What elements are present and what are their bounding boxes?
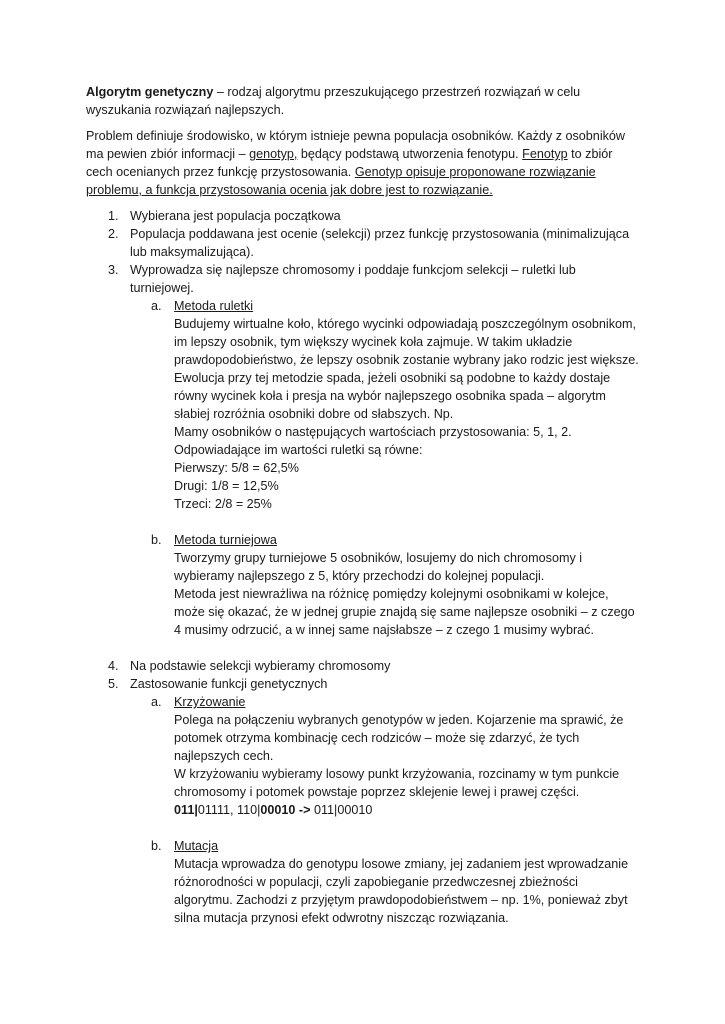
mutation-method [86, 837, 639, 927]
step-2 [86, 225, 639, 261]
step-text: Populacja poddawana jest ocenie (selekcji) przez funkcję przystosowania (minimalizująca lub maksymalizująca). [130, 227, 630, 259]
problem-text-2: będący podstawą utworzenia fenotypu. [297, 147, 523, 161]
spacer [174, 819, 639, 837]
step-1 [86, 207, 639, 225]
fenotyp-term: Fenotyp [522, 147, 568, 161]
roulette-title: Metoda ruletki [174, 299, 254, 313]
roulette-p4: Odpowiadające im wartości ruletki są równe: [174, 443, 423, 457]
crossover-example-part-a: 011| [174, 803, 198, 817]
crossover-example-part-b: 01111, 110| [197, 803, 261, 817]
crossover-p1: Polega na połączeniu wybranych genotypów w jeden. Kojarzenie ma sprawić, że potomek otrzyma kombinację cech rodziców – może się zdarzyć, że tych najlepszych cech. [174, 713, 624, 763]
roulette-p2: Ewolucja przy tej metodzie spada, jeżeli osobniki są podobne to każdy dostaje równy wycinek koła i presja na wybór najlepszego osobnika spada – algorytm słabiej rozróżnia osobniki dobre od słabszych. Np. [174, 371, 611, 421]
problem-text-3: to zbiór cech ocenianych przez funkcję przystosowania. [86, 147, 613, 179]
step-number: 5. [108, 677, 119, 691]
mutation-title: Mutacja [174, 839, 219, 853]
step-5 [86, 675, 639, 927]
intro-term: Algorytm genetyczny [86, 85, 214, 99]
step-number: 3. [108, 263, 119, 277]
problem-text-1: Problem definiuje środowisko, w którym istnieje pewna populacja osobników. Każdy z osobników ma pewien zbiór informacji – [86, 129, 626, 161]
step-3 [86, 261, 639, 657]
tournament-p1: Tworzymy grupy turniejowe 5 osobników, losujemy do nich chromosomy i wybieramy najlepszego z 5, który przechodzi do kolejnej populacji. [174, 551, 583, 583]
roulette-method [86, 297, 639, 531]
step-text: Zastosowanie funkcji genetycznych [130, 677, 328, 691]
tournament-title: Metoda turniejowa [174, 533, 277, 547]
step-text: Na podstawie selekcji wybieramy chromosomy [130, 659, 391, 673]
crossover-example [174, 801, 639, 819]
roulette-p1: Budujemy wirtualne koło, którego wycinki odpowiadają poszczególnym osobnikom, im lepszy osobnik, tym większy wycinek koła zajmuje. W takim układzie prawdopodobieństwo, że lepszy osobnik zostanie wybrany jako rodzic jest większe. [174, 317, 639, 367]
problem-underlined-conclusion: Genotyp opisuje proponowane rozwiązanie problemu, a funkcja przystosowania ocenia jak dobre jest to rozwiązanie. [86, 165, 596, 197]
crossover-method [86, 693, 639, 837]
step-text: Wyprowadza się najlepsze chromosomy i poddaje funkcjom selekcji – ruletki lub turniejowej. [130, 263, 576, 295]
intro-paragraph [86, 83, 639, 119]
selection-methods-list [130, 297, 639, 657]
roulette-result-2: Drugi: 1/8 = 12,5% [174, 479, 279, 493]
sub-letter: b. [151, 839, 162, 853]
crossover-example-part-c: 00010 -> [260, 803, 311, 817]
genotyp-term: genotyp, [249, 147, 298, 161]
step-number: 2. [108, 227, 119, 241]
tournament-method [86, 531, 639, 657]
problem-paragraph [86, 127, 639, 199]
sub-letter: a. [151, 299, 162, 313]
roulette-result-3: Trzeci: 2/8 = 25% [174, 497, 272, 511]
crossover-p2: W krzyżowaniu wybieramy losowy punkt krzyżowania, rozcinamy w tym punkcie chromosomy i potomek powstaje poprzez sklejenie lewej i prawej części. [174, 767, 620, 799]
spacer [174, 639, 639, 657]
intro-definition: – rodzaj algorytmu przeszukującego przestrzeń rozwiązań w celu wyszukania rozwiązań najlepszych. [86, 85, 581, 117]
tournament-p2: Metoda jest niewrażliwa na różnicę pomiędzy kolejnymi osobnikami w kolejce, może się okazać, że w jednej grupie znajdą się same najlepsze osobniki – z czego 4 musimy odrzucić, a w innej same najsłabsze – z czego 1 musimy wybrać. [174, 587, 635, 637]
roulette-result-1: Pierwszy: 5/8 = 62,5% [174, 461, 299, 475]
sub-letter: a. [151, 695, 162, 709]
mutation-p1: Mutacja wprowadza do genotypu losowe zmiany, jej zadaniem jest wprowadzanie różnorodności w populacji, czyli zapobieganie przedwczesnej zbieżności algorytmu. Zachodzi z przyjętym prawdopodobieństwem – np. 1%, ponieważ zbyt silna mutacja przynosi efekt odwrotny niszcząc rozwiązania. [174, 857, 629, 925]
roulette-p3: Mamy osobników o następujących wartościach przystosowania: 5, 1, 2. [174, 425, 572, 439]
genetic-functions-list [130, 693, 639, 927]
steps-list [86, 207, 639, 927]
sub-letter: b. [151, 533, 162, 547]
step-text: Wybierana jest populacja początkowa [130, 209, 341, 223]
crossover-example-part-d: 011|00010 [310, 803, 373, 817]
crossover-title: Krzyżowanie [174, 695, 246, 709]
spacer [174, 513, 639, 531]
step-4 [86, 657, 639, 675]
step-number: 4. [108, 659, 119, 673]
step-number: 1. [108, 209, 119, 223]
